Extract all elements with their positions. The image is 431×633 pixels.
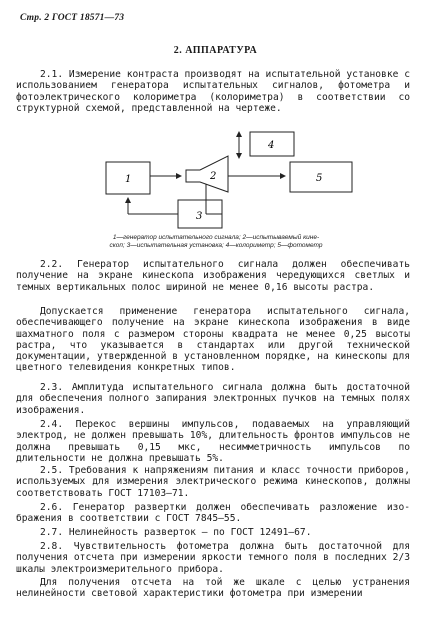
paragraph-2-1: 2.1. Измерение контраста производят на испытательной установке с использованием генератора испытательных сигналов, фотометра и фотоэлектрического колориметра (колориметра) в соответствии со структурной схемой, представленной на чертеже. <box>16 69 410 114</box>
block-4-label: 4 <box>268 140 275 151</box>
block-diagram <box>0 128 431 232</box>
paragraph-2-7: 2.7. Нелинейность разверток — по ГОСТ 12491—67. <box>40 527 312 538</box>
caption-line-1: 1—генератор испытательного сигнала; 2—испытываемый кине- <box>112 234 320 241</box>
block-3-label: 3 <box>196 211 203 222</box>
caption-line-2: скоп; 3—испытательная установка; 4—колориметр; 5—фотометр <box>109 242 323 249</box>
figure-caption <box>36 234 396 250</box>
section-title: 2. АППАРАТУРА <box>173 45 258 56</box>
paragraph-2-3: 2.3. Амплитуда испытательного сигнала должна быть достаточной для обеспечения полного запирания электронных пучков на темных полях изображения. <box>16 382 410 416</box>
block-1-label: 1 <box>125 174 132 185</box>
paragraph-2-8-cont: Для получения отсчета на той же шкале с целью устранения нелинейности световой характеристики фотометра при измерении <box>16 577 410 600</box>
page-header: Стр. 2 ГОСТ 18571—73 <box>20 13 125 23</box>
paragraph-2-2: 2.2. Генератор испытательного сигнала должен обеспечивать получение на экране кинескопа изображения чередующихся светлых и темных вертикальных полос шириной не менее 0,16 высоты растра. <box>16 259 410 293</box>
block-2-label: 2 <box>210 171 217 182</box>
paragraph-2-6: 2.6. Генератор развертки должен обеспечивать разложение изображения в соответствии с ГОСТ 7845—55. <box>16 502 410 525</box>
paragraph-2-5: 2.5. Требования к напряжениям питания и класс точности приборов, используемых для измерения электрического режима кинескопов, должны соответствовать ГОСТ 17103—71. <box>16 465 410 499</box>
paragraph-2-4: 2.4. Перекос вершины импульсов, подаваемых на управляющий электрод, не должен превышать 10%, длительность фронтов импульсов не должна превышать 0,15 мкс, несимметричность импульсов по длительности не должна превышать 5%. <box>16 419 410 464</box>
block-5-label: 5 <box>316 173 323 184</box>
block-2 <box>186 156 228 192</box>
paragraph-2-2-note: Допускается применение генератора испытательного сигнала, обеспечивающего получение на экране кинескопа изображения в виде шахматного поля с размером стороны квадрата не менее 0,25 высоты растра, что указывается в стандартах или другой технической документации, утвержденной в установленном порядке, на кинескопы для цветного телевидения конкретных типов. <box>16 306 410 374</box>
paragraph-2-8: 2.8. Чувствительность фотометра должна быть достаточной для получения отсчета при измерении яркости темного поля в последних 2/3 шкалы электроизмерительного прибора. <box>16 541 410 575</box>
